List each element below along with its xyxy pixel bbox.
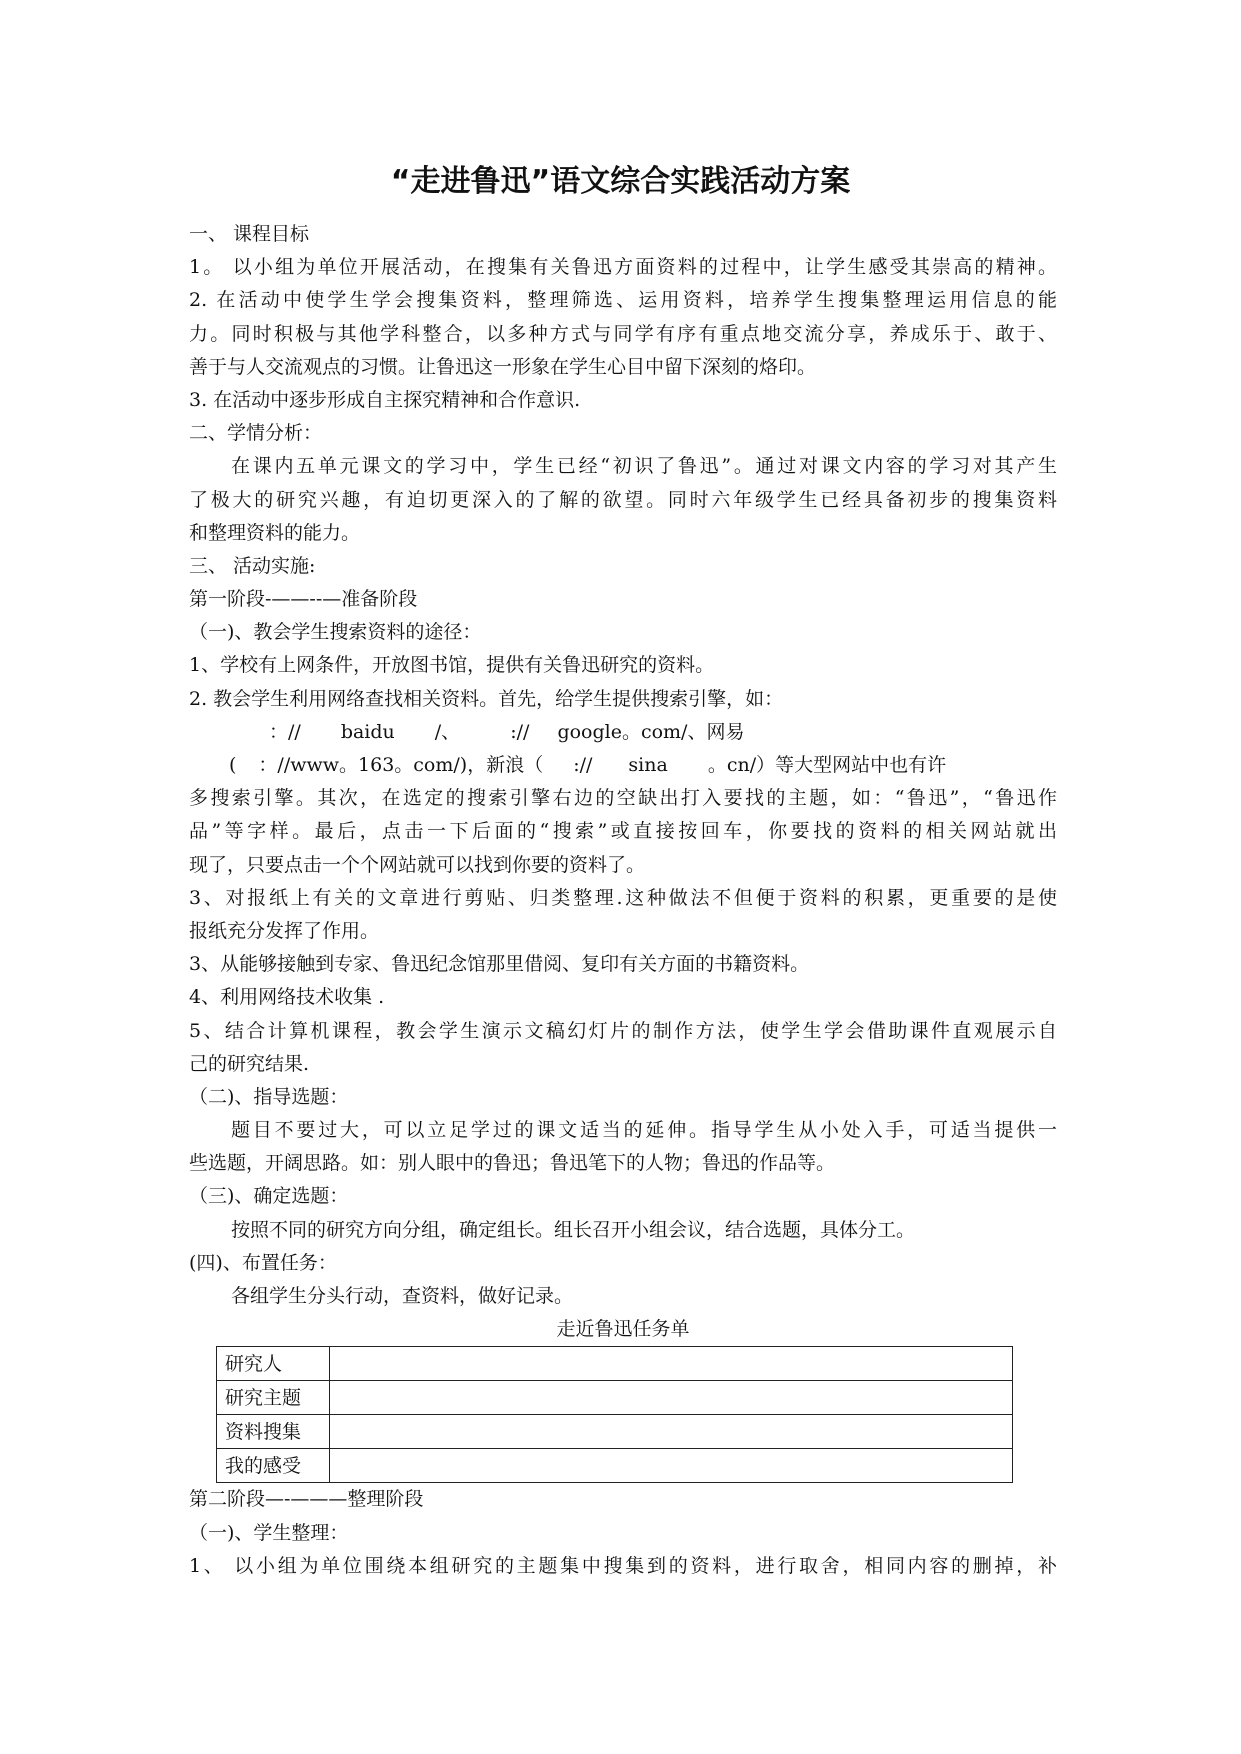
paragraph-line: 品”等字样。最后，点击一下后面的“搜索”或直接按回车，你要找的资料的相关网站就出 <box>189 820 1057 843</box>
paragraph-line: 3、对报纸上有关的文章进行剪贴、归类整理.这种做法不但便于资料的积累，更重要的是使 <box>189 886 1057 909</box>
table-row <box>217 1415 1013 1449</box>
url-fragment: :// <box>510 720 536 743</box>
table-row-value <box>330 1347 1013 1381</box>
table-row <box>217 1381 1013 1415</box>
paragraph-line: 4、利用网络技术收集 . <box>189 986 385 1009</box>
url-fragment: ：// <box>269 720 301 743</box>
url-fragment: baidu <box>340 720 395 743</box>
stage-heading: 第二阶段—-———整理阶段 <box>189 1488 424 1511</box>
paragraph-line: 1。 以小组为单位开展活动，在搜集有关鲁迅方面资料的过程中，让学生感受其崇高的精神。 <box>189 256 1057 279</box>
paragraph-line: 题目不要过大，可以立足学过的课文适当的延伸。指导学生从小处入手，可适当提供一 <box>231 1119 1057 1142</box>
section-heading-analysis: 二、学情分析： <box>189 422 323 445</box>
paragraph-line: 己的研究结果. <box>189 1052 310 1075</box>
url-fragment: 。cn/）等大型网站中也有许 <box>707 754 947 776</box>
paragraph-line: 多搜索引擎。其次，在选定的搜索引擎右边的空缺出打入要找的主题，如：“鲁迅”，“鲁迅作 <box>189 787 1057 810</box>
paragraph-line: 1、学校有上网条件，开放图书馆，提供有关鲁迅研究的资料。 <box>189 654 715 677</box>
subsection-heading: （一)、教会学生搜索资料的途径： <box>189 621 482 644</box>
table-row-label: 研究主题 <box>217 1381 330 1415</box>
url-fragment: ：//www。163。com/)，新浪（ <box>258 754 544 776</box>
paragraph-line: 3、从能够接触到专家、鲁迅纪念馆那里借阅、复印有关方面的书籍资料。 <box>189 953 810 976</box>
paragraph-line: 了极大的研究兴趣，有迫切更深入的了解的欲望。同时六年级学生已经具备初步的搜集资料 <box>189 488 1057 511</box>
url-fragment: /、 <box>434 720 461 743</box>
section-heading-implementation: 三、 活动实施: <box>189 554 316 577</box>
subsection-heading: （二)、指导选题： <box>189 1085 349 1108</box>
paragraph-line: 在课内五单元课文的学习中，学生已经“初识了鲁迅”。通过对课文内容的学习对其产生 <box>231 455 1057 478</box>
section-heading-goals: 一、 课程目标 <box>189 223 310 245</box>
table-row-label: 我的感受 <box>217 1449 330 1483</box>
table-row <box>217 1449 1013 1483</box>
task-table <box>216 1346 1013 1483</box>
paragraph-line: 2. 在活动中使学生学会搜集资料，整理筛选、运用资料，培养学生搜集整理运用信息的能 <box>189 289 1057 312</box>
paragraph-line: 按照不同的研究方向分组，确定组长。组长召开小组会议，结合选题，具体分工。 <box>231 1218 916 1241</box>
subsection-heading: (四)、布置任务： <box>189 1251 337 1274</box>
paragraph-line: 力。同时积极与其他学科整合，以多种方式与同学有序有重点地交流分享，养成乐于、敢于、 <box>189 322 1057 345</box>
paragraph-line: 报纸充分发挥了作用。 <box>189 919 380 942</box>
url-line <box>189 749 1057 782</box>
paragraph-line: 些选题，开阔思路。如：别人眼中的鲁迅；鲁迅笔下的人物；鲁迅的作品等。 <box>189 1152 836 1175</box>
table-row-value <box>330 1381 1013 1415</box>
table-row-label: 资料搜集 <box>217 1415 330 1449</box>
document-title: “走进鲁迅”语文综合实践活动方案 <box>390 164 851 199</box>
paragraph-line: 1、 以小组为单位围绕本组研究的主题集中搜集到的资料，进行取舍，相同内容的删掉，补 <box>189 1554 1057 1577</box>
table-row <box>217 1347 1013 1381</box>
url-fragment: ( <box>229 754 237 776</box>
paragraph-line: 现了，只要点击一个个网站就可以找到你要的资料了。 <box>189 853 646 876</box>
paragraph-line: 3. 在活动中逐步形成自主探究精神和合作意识. <box>189 388 581 411</box>
url-fragment: google。com/、网易 <box>557 720 745 743</box>
table-row-value <box>330 1449 1013 1483</box>
paragraph-line: 2. 教会学生利用网络查找相关资料。首先，给学生提供搜索引擎，如： <box>189 687 784 710</box>
paragraph-line: 5、结合计算机课程，教会学生演示文稿幻灯片的制作方法，使学生学会借助课件直观展示自 <box>189 1019 1057 1042</box>
paragraph-line: 和整理资料的能力。 <box>189 521 361 544</box>
url-fragment: sina <box>628 754 668 776</box>
table-row-value <box>330 1415 1013 1449</box>
document-body <box>189 218 1057 1583</box>
paragraph-line: 各组学生分头行动，查资料，做好记录。 <box>231 1285 574 1307</box>
subsection-heading: （一)、学生整理： <box>189 1521 349 1544</box>
stage-heading: 第一阶段-——--—准备阶段 <box>189 588 418 611</box>
url-line <box>189 716 1057 749</box>
table-caption: 走近鲁迅任务单 <box>556 1318 690 1341</box>
paragraph-line: 善于与人交流观点的习惯。让鲁迅这一形象在学生心目中留下深刻的烙印。 <box>189 355 817 378</box>
table-row-label: 研究人 <box>217 1347 330 1381</box>
url-fragment: :// <box>573 754 593 776</box>
subsection-heading: （三)、确定选题： <box>189 1185 349 1208</box>
